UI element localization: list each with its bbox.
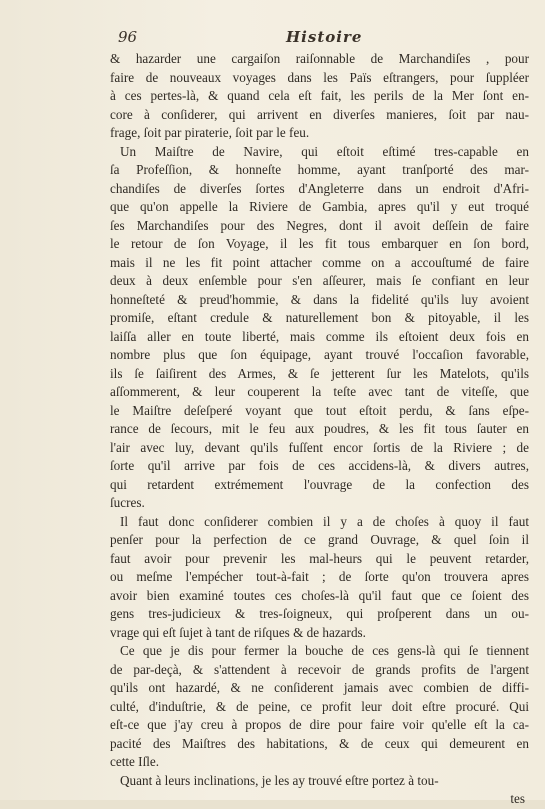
text-line: ſorte qu'il arrive par fois de ces accidens-là, & divers autres, [110, 458, 529, 473]
text-line: faut avoir pour prevenir les mal-heurs qui le peuvent retarder, [110, 550, 529, 566]
text-line: avoir bien examiné toutes ces choſes-là qu'il faut que ce ſoient des [110, 587, 529, 603]
text-line: core à conſiderer, qui arrivent en diverſes manieres, ſoit par nau- [110, 106, 529, 122]
text-line: mais il ne les fit point attacher comme on a accouſtumé de faire [110, 254, 529, 270]
text-line: promiſe, eſtant credule & naturellement bon & pitoyable, il les [110, 310, 529, 325]
page-header [110, 28, 529, 50]
text-line: cette Iſle. [110, 754, 160, 769]
text-line: l'air avec luy, devant qu'ils fuſſent encor ſortis de la Riviere ; de [110, 439, 529, 455]
body-text [110, 50, 529, 790]
text-line: Quant à leurs inclinations, je les ay trouvé eſtre portez à tou- [120, 772, 439, 788]
text-line: à ces pertes-là, & quand cela eſt fait, les perils de la Mer ſont en- [110, 88, 529, 103]
paragraph [110, 772, 529, 791]
text-line: ſes Marchandiſes pour des Negres, dont il avoit deſſein de faire [110, 217, 529, 233]
text-line: deux à deux enſemble pour s'en aſſeurer, mais ſe confiant en leur [110, 273, 529, 288]
text-line: Un Maiſtre de Navire, qui eſtoit eſtimé tres-capable en [120, 143, 529, 159]
text-line: Ce que je dis pour fermer la bouche de ces gens-là qui ſe tiennent [120, 643, 529, 658]
text-line: de par-deçà, & s'attendent à recevoir de grands profits de l'argent [110, 661, 529, 677]
running-title: Histoire [286, 28, 363, 46]
paragraph [110, 50, 529, 143]
text-line: le retour de ſon Voyage, il les fit tous embarquer en ſon bord, [110, 236, 529, 251]
text-line: ſa Profeſſion, & honneſte homme, ayant tranſporté des mar- [110, 162, 529, 177]
text-line: laiſſa aller en toute liberté, mais comme ils eſtoient deux fois en [110, 328, 529, 344]
text-line: nombre plus que ſon équipage, ayant trouvé l'occaſion favorable, [110, 347, 529, 362]
text-line: & hazarder une cargaiſon raiſonnable de Marchandiſes , pour [110, 51, 529, 66]
paragraph [110, 513, 529, 643]
paragraph [110, 143, 529, 513]
text-line: gens tres-judicieux & tres-ſoigneux, qui proſperent dans un ou- [110, 606, 529, 621]
paragraph [110, 642, 529, 772]
text-line: qu'ils ont hazardé, & ne conſiderent jamais avec combien de diffi- [110, 680, 529, 695]
text-line: qui retardent extrémement l'ouvrage de la confection des [110, 476, 529, 492]
text-line: ſucres. [110, 495, 145, 510]
text-line: le Maiſtre deſeſperé voyant que tout eſtoit perdu, & ſans eſpe- [110, 402, 529, 418]
text-line: que qu'on appelle la Riviere de Gambia, apres qu'il y eut troqué [110, 199, 529, 214]
text-line: pacité des Maiſtres des habitations, & de ceux qui demeurent en [110, 735, 529, 751]
page-number: 96 [118, 28, 138, 46]
text-line: vrage qui eſt ſujet à tant de riſques & de hazards. [110, 624, 366, 640]
text-line: penſer pour la perfection de ce grand Ouvrage, & quel ſoin il [110, 532, 529, 547]
text-line: culté, d'induſtrie, & de peine, ce profit leur doit eſtre procuré. Qui [110, 698, 529, 714]
text-line: ils ſe ſaiſirent des Armes, & ſe jetterent ſur les Matelots, qu'ils [110, 365, 529, 381]
text-line: Il faut donc conſiderer combien il y a de choſes à quoy il faut [120, 513, 529, 529]
text-line: rance de ſecours, mit le feu aux poudres, & les fit tous ſauter en [110, 421, 529, 436]
text-line: honneſteté & preud'hommie, & dans la fidelité qu'ils luy avoient [110, 291, 529, 307]
catchword: tes [510, 791, 525, 806]
text-line: frage, ſoit par piraterie, ſoit par le feu. [110, 125, 310, 140]
text-line: chandiſes de diverſes ſortes d'Angleterre dans un endroit d'Afri- [110, 180, 529, 196]
text-line: eſt-ce que j'ay creu à propos de dire pour faire voir qu'elle eſt la ca- [110, 717, 529, 732]
text-line: faire de nouveaux voyages dans les Païs eſtrangers, pour ſuppléer [110, 69, 529, 85]
text-line: ou meſme l'empécher tout-à-fait ; de ſorte qu'on trouvera apres [110, 569, 529, 584]
text-line: aſſommerent, & leur couperent la teſte avec tant de viteſſe, que [110, 384, 529, 399]
